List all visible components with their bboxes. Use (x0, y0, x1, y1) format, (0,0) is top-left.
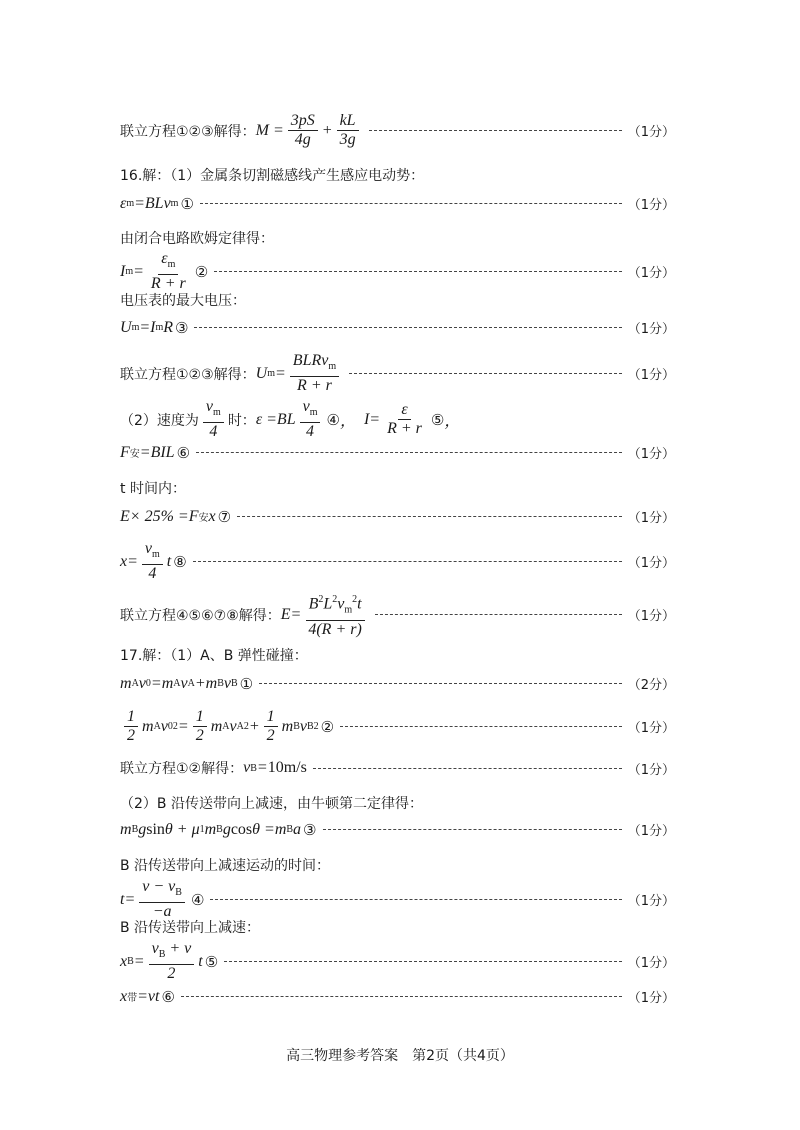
dash-leader (224, 961, 622, 962)
eq7-line (120, 507, 675, 526)
equation-8: x = $\frac{v_m}{4}$ t ⑧ (120, 540, 187, 583)
score-label: （1分） (627, 956, 675, 972)
score-label: （1分） (627, 125, 675, 140)
equation-1: ε m = BLv m ① (120, 194, 194, 213)
dash-leader (200, 203, 622, 204)
score-label: （1分） (627, 824, 675, 839)
equation-M: M = $\frac{3pS}{4g}$ + $\frac{kL}{3g}$ (256, 112, 363, 149)
t-text: t 时间内： (120, 481, 186, 497)
voltmeter-text: 电压表的最大电压： (120, 293, 246, 309)
ohm-text: 由闭合电路欧姆定律得： (120, 231, 274, 247)
b-dec-text-line (120, 917, 675, 937)
score-label: （1分） (627, 447, 675, 462)
dash-leader (181, 996, 622, 997)
equation-vB: v B = 10m/s (243, 759, 307, 776)
equation-17-1: m A v 0 = m A v A + m B v B ① (120, 674, 254, 693)
score-label: （1分） (627, 991, 675, 1006)
score-label: （1分） (627, 198, 675, 213)
voltmeter-text-line (120, 290, 675, 310)
q17-eq5-line (120, 940, 675, 983)
equation-17-4: t = $\frac{v - v_B}{-a}$ ④ (120, 878, 205, 921)
score-label: （1分） (627, 511, 675, 526)
equation-Um: U m = $\frac{BLRv_m}{R + r}$ (256, 352, 343, 395)
dash-leader (259, 683, 622, 684)
score-label: （1分） (627, 762, 675, 778)
q17-eq1-line (120, 674, 675, 693)
equation-17-5: x B = $\frac{v_B + v}{2}$ t ⑤ (120, 940, 219, 983)
equation-17-6: x 带 = vt ⑥ (120, 987, 175, 1006)
combine-text: 联立方程①②解得： (120, 761, 244, 777)
dash-leader (210, 899, 621, 900)
result-E-line (120, 591, 675, 639)
score-label: （1分） (627, 266, 675, 282)
part2-text: （2）速度为 (120, 412, 199, 429)
equation-17-3: m B g sin θ + μ 1 m B g cos θ = m B a ③ (120, 820, 317, 839)
result-U-line (120, 352, 675, 395)
dash-leader (214, 271, 622, 272)
part2-line (120, 398, 675, 441)
part17-2-line (120, 793, 675, 813)
q17-title-text: 17.解：（1）A、B 弹性碰撞： (120, 648, 308, 664)
equation-6: F 安 = BIL ⑥ (120, 443, 191, 462)
result-M-line (120, 112, 675, 149)
equation-E: E = $\frac{B^2L^2v_m^2t}{4(R + r)}$ (281, 591, 369, 639)
b-time-text-line (120, 855, 675, 875)
page-footer: 高三物理参考答案 第2页（共4页） (286, 1048, 514, 1064)
eq2-line (120, 250, 675, 293)
combine-text: 联立方程④⑤⑥⑦⑧解得： (120, 607, 281, 624)
score-label: （1分） (627, 609, 675, 625)
combine-text: 联立方程①②③解得： (120, 123, 256, 140)
eq3-line (120, 318, 675, 337)
q16-title-text: 16.解：（1）金属条切割磁感线产生感应电动势： (120, 168, 425, 184)
part17-2-text: （2）B 沿传送带向上减速，由牛顿第二定律得： (120, 796, 423, 812)
q17-eq6-line (120, 987, 675, 1006)
q17-eq2-line (120, 708, 675, 745)
dash-leader (340, 726, 622, 727)
combine-text: 联立方程①②③解得： (120, 366, 256, 383)
dash-leader (349, 373, 622, 374)
b-time-text: B 沿传送带向上减速运动的时间： (120, 858, 331, 874)
q17-eq4-line (120, 878, 675, 921)
dash-leader (193, 561, 622, 562)
q17-eq3-line (120, 820, 675, 839)
dash-leader (323, 829, 622, 830)
eq6-line (120, 443, 675, 462)
eq8-line (120, 540, 675, 583)
q16-title (120, 165, 675, 185)
b-dec-text: B 沿传送带向上减速： (120, 920, 261, 936)
equation-3: U m = I m R ③ (120, 318, 189, 337)
dash-leader (237, 516, 622, 517)
part2-when: 时： (227, 412, 256, 429)
score-label: （2分） (627, 678, 675, 693)
score-label: （1分） (627, 368, 675, 384)
dash-leader (313, 768, 622, 769)
equation-2: I m = $\frac{\varepsilon_m}{R + r}$ ② (120, 250, 209, 293)
score-label: （1分） (627, 894, 675, 910)
score-label: （1分） (627, 322, 675, 337)
dash-leader (375, 614, 622, 615)
equation-17-2: $\frac{1}{2}$ m A v 0 2 = $\frac{1}{2}$ m A v A 2 + $\frac{1}{2}$ m B v B 2 ② (120, 708, 334, 745)
equation-7: E × 25% = F 安 x ⑦ (120, 507, 232, 526)
v-quarter: $\frac{v_m}{4}$ (199, 398, 228, 441)
eq1-line (120, 194, 675, 213)
equation-4-5: ε = BL $\frac{v_m}{4}$ ④ ， I = $\frac{\varepsilon}{R + r}$ ⑤ ， (255, 398, 461, 441)
dash-leader (194, 327, 621, 328)
dash-leader (369, 130, 622, 131)
q17-title (120, 645, 675, 665)
score-label: （1分） (627, 721, 675, 736)
dash-leader (196, 452, 622, 453)
score-label: （1分） (627, 556, 675, 572)
t-text-line (120, 478, 675, 498)
result-vB-line (120, 758, 675, 778)
ohm-text-line (120, 228, 675, 248)
